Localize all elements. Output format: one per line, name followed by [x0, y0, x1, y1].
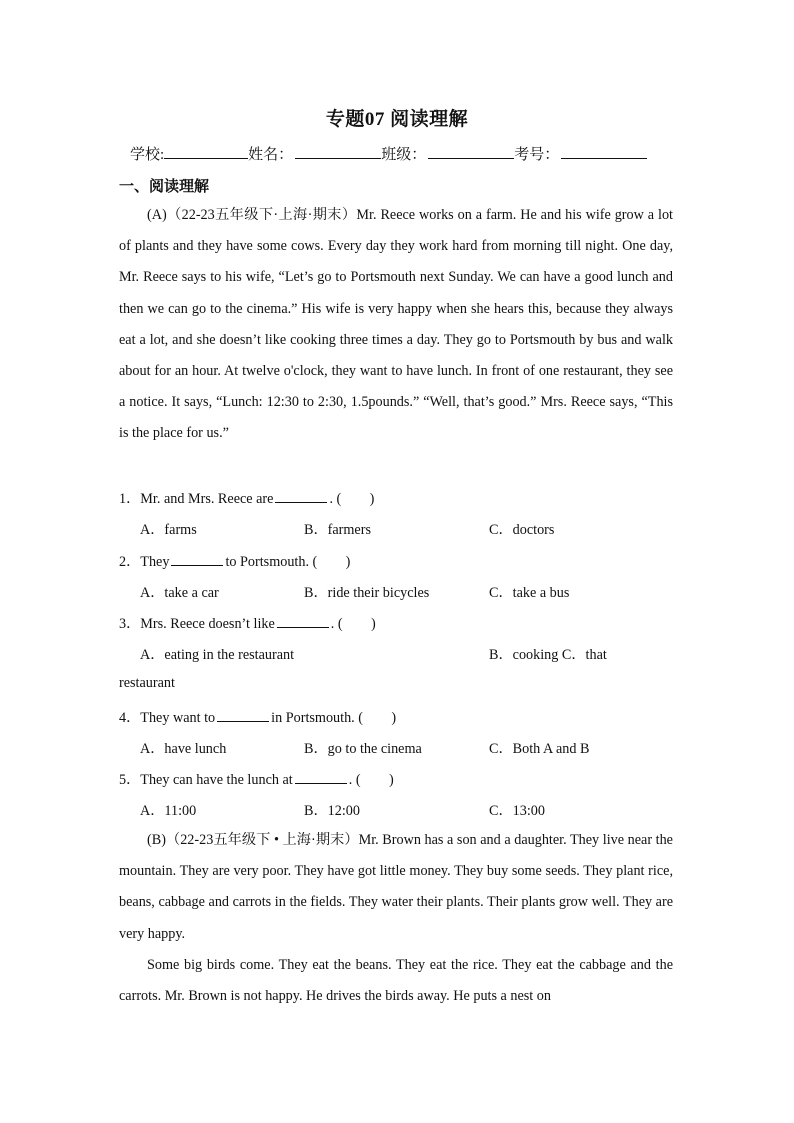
- question-text-end: . ( ): [348, 772, 394, 788]
- question-number: 1．: [119, 491, 141, 507]
- name-label: 姓名：: [248, 147, 294, 163]
- answer-blank[interactable]: [171, 553, 223, 566]
- question-3: [119, 613, 376, 633]
- question-text-end: in Portsmouth. ( ): [271, 710, 397, 726]
- option-2c[interactable]: C．take a bus: [489, 585, 570, 601]
- question-1: [119, 488, 374, 508]
- passage-a-source: (A)（22-23五年级下·上海·期末）: [147, 207, 357, 223]
- question-text: Mr. and Mrs. Reece are: [140, 491, 274, 507]
- option-2b[interactable]: B．ride their bicycles: [304, 585, 430, 601]
- passage-b: [119, 825, 673, 1012]
- class-label: 班级：: [381, 147, 427, 163]
- question-text-end: to Portsmouth. ( ): [225, 554, 351, 570]
- question-5: [119, 769, 394, 789]
- option-1b[interactable]: B．farmers: [304, 522, 371, 538]
- student-info-line: [130, 143, 647, 164]
- option-3c-continued: restaurant: [119, 675, 175, 691]
- passage-a: [119, 200, 673, 450]
- option-5a[interactable]: A．11:00: [140, 803, 197, 819]
- question-4: [119, 707, 396, 727]
- option-2a[interactable]: A．take a car: [140, 585, 219, 601]
- answer-blank[interactable]: [217, 709, 269, 722]
- question-text: They: [140, 554, 170, 570]
- question-text: They can have the lunch at: [140, 772, 293, 788]
- question-number: 3．: [119, 616, 141, 632]
- question-number: 5．: [119, 772, 141, 788]
- answer-blank[interactable]: [277, 615, 329, 628]
- passage-b-source: (B)（22-23五年级下 • 上海·期末）: [147, 832, 359, 848]
- option-5c[interactable]: C．13:00: [489, 803, 545, 819]
- question-number: 4．: [119, 710, 141, 726]
- question-text-end: . ( ): [330, 616, 376, 632]
- option-1a[interactable]: A．farms: [140, 522, 197, 538]
- answer-blank[interactable]: [295, 771, 347, 784]
- question-2: [119, 551, 350, 571]
- page-title: 专题07 阅读理解: [325, 109, 469, 130]
- option-4c[interactable]: C．Both A and B: [489, 741, 590, 757]
- number-blank[interactable]: [561, 144, 647, 159]
- number-label: 考号：: [514, 147, 560, 163]
- option-5b[interactable]: B．12:00: [304, 803, 360, 819]
- class-blank[interactable]: [428, 144, 514, 159]
- option-4b[interactable]: B．go to the cinema: [304, 741, 422, 757]
- question-number: 2．: [119, 554, 141, 570]
- passage-b-paragraph-1: [119, 825, 673, 950]
- section-heading: 一、阅读理解: [119, 179, 210, 195]
- option-3bc[interactable]: B．cooking C．that: [489, 647, 607, 663]
- passage-a-text: [119, 200, 673, 450]
- name-blank[interactable]: [295, 144, 381, 159]
- answer-blank[interactable]: [275, 490, 327, 503]
- question-text: They want to: [140, 710, 216, 726]
- option-4a[interactable]: A．have lunch: [140, 741, 227, 757]
- passage-b-body-1: Mr. Brown has a son and a daughter. They live near the mountain. They are very poor. They have got little money. They buy some seeds. They plant rice, beans, cabbage and carrots in the fields. They water their plants. Their plants grow well. They are very happy.: [119, 832, 673, 942]
- option-3a[interactable]: A．eating in the restaurant: [140, 647, 295, 663]
- school-blank[interactable]: [164, 144, 248, 159]
- option-1c[interactable]: C．doctors: [489, 522, 555, 538]
- question-text-end: . ( ): [329, 491, 375, 507]
- passage-b-paragraph-2: Some big birds come. They eat the beans. They eat the rice. They eat the cabbage and the carrots. Mr. Brown is not happy. He drives the birds away. He puts a nest on: [119, 956, 673, 1005]
- question-text: Mrs. Reece doesn’t like: [140, 616, 275, 632]
- passage-a-body: Mr. Reece works on a farm. He and his wife grow a lot of plants and they have some cows. Every day they work hard from morning till night. One day, Mr. Reece says to his wife, “Let’s go to Portsmouth next Sunday. We can have a good lunch and then we can go to the cinema.” His wife is very happy when she hears this, because they always eat a lot, and she doesn’t like cooking three times a day. They go to Portsmouth by bus and walk about for an hour. At twelve o'clock, they want to have lunch. In front of one restaurant, they see a notice. It says, “Lunch: 12:30 to 2:30, 1.5pounds.” “Well, that’s good.” Mrs. Reece says, “This is the place for us.”: [119, 207, 673, 442]
- school-label: 学校:: [130, 147, 165, 163]
